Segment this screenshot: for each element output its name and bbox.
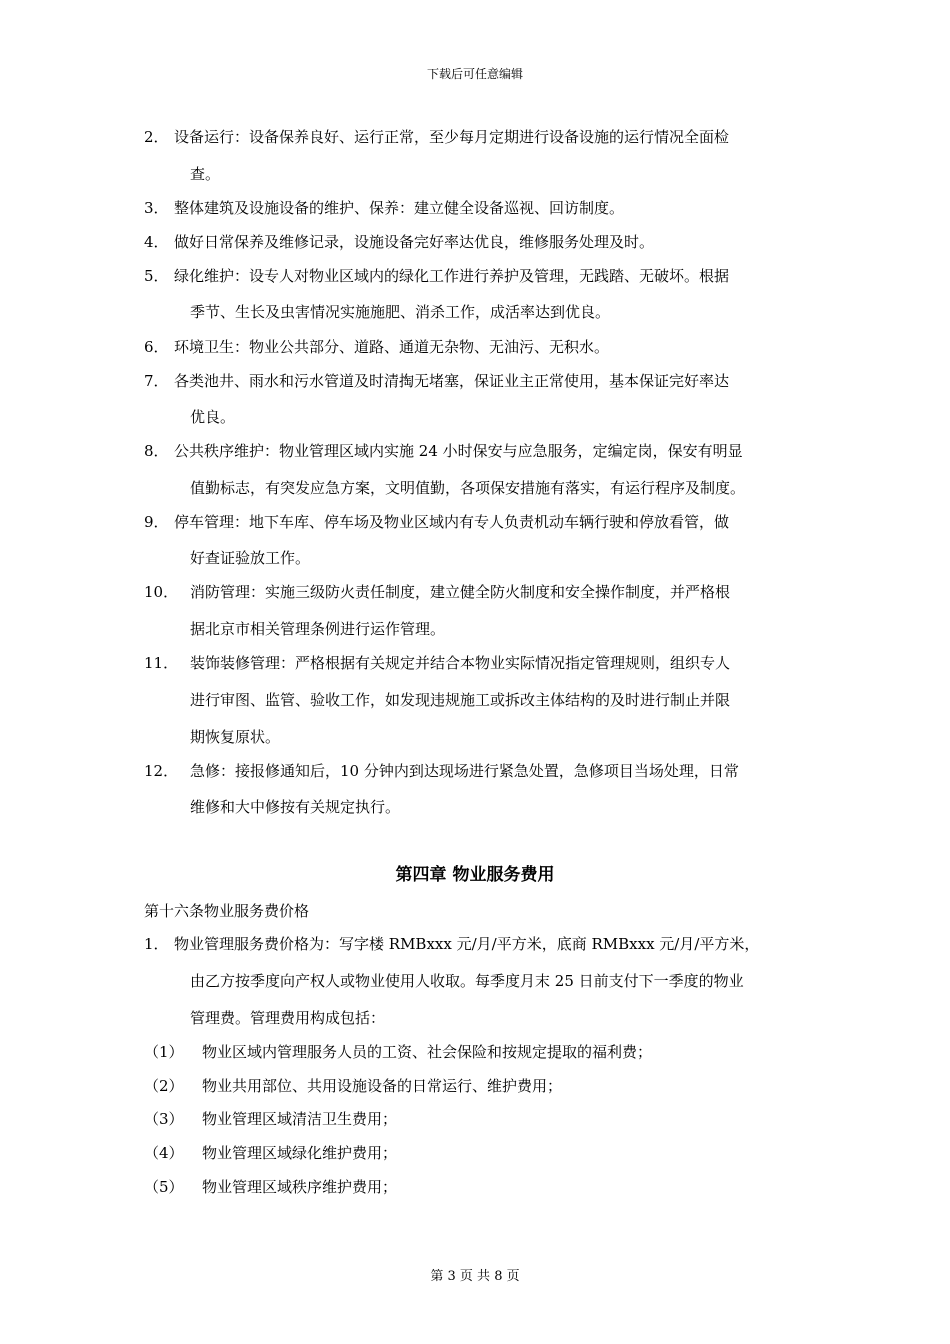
item-line: 管理费。管理费用构成包括： — [190, 1009, 386, 1027]
sub-item-text: 物业区域内管理服务人员的工资、社会保险和按规定提取的福利费； — [202, 1043, 653, 1061]
item-line: 据北京市相关管理条例进行运作管理。 — [190, 620, 446, 638]
sub-item-number: （1） — [144, 1043, 184, 1061]
item-line: 各类池井、雨水和污水管道及时清掏无堵塞，保证业主正常使用，基本保证完好率达 — [174, 372, 730, 390]
item-line: 设备运行：设备保养良好、运行正常，至少每月定期进行设备设施的运行情况全面检 — [174, 128, 730, 146]
sub-item-number: （2） — [144, 1077, 184, 1095]
item-line: 停车管理：地下车库、停车场及物业区域内有专人负责机动车辆行驶和停放看管，做 — [174, 513, 730, 531]
sub-item-number: （5） — [144, 1178, 184, 1196]
sub-item-number: （4） — [144, 1144, 184, 1162]
item-line: 优良。 — [190, 408, 236, 426]
page-footer: 第 3 页 共 8 页 — [430, 1269, 520, 1284]
item-line: 消防管理：实施三级防火责任制度，建立健全防火制度和安全操作制度，并严格根 — [190, 583, 731, 601]
item-line: 物业管理服务费价格为：写字楼 RMBxxx 元/月/平方米，底商 RMBxxx 元/月/平方米， — [174, 935, 760, 953]
sub-item-number: （3） — [144, 1110, 184, 1128]
item-number: 6． — [144, 338, 169, 356]
item-number: 10． — [144, 583, 179, 601]
page-header: 下载后可任意编辑 — [426, 67, 523, 81]
item-number: 11． — [144, 654, 179, 672]
item-number: 2． — [144, 128, 169, 146]
item-line: 绿化维护：设专人对物业区域内的绿化工作进行养护及管理，无践踏、无破坏。根据 — [174, 267, 730, 285]
item-line: 值勤标志，有突发应急方案，文明值勤，各项保安措施有落实，有运行程序及制度。 — [190, 479, 746, 497]
item-line: 急修：接报修通知后，10 分钟内到达现场进行紧急处置，急修项目当场处理，日常 — [190, 762, 739, 780]
sub-item-text: 物业管理区域秩序维护费用； — [202, 1178, 398, 1196]
article-title: 第十六条物业服务费价格 — [144, 902, 310, 920]
item-line: 整体建筑及设施设备的维护、保养：建立健全设备巡视、回访制度。 — [174, 199, 625, 217]
item-line: 季节、生长及虫害情况实施施肥、消杀工作，成活率达到优良。 — [190, 303, 611, 321]
item-line: 由乙方按季度向产权人或物业使用人收取。每季度月末 25 日前支付下一季度的物业 — [190, 972, 744, 990]
item-number: 4． — [144, 233, 169, 251]
item-line: 公共秩序维护：物业管理区域内实施 24 小时保安与应急服务，定编定岗，保安有明显 — [174, 442, 743, 460]
sub-item-text: 物业管理区域绿化维护费用； — [202, 1144, 398, 1162]
item-number: 5． — [144, 267, 169, 285]
item-line: 进行审图、监管、验收工作，如发现违规施工或拆改主体结构的及时进行制止并限 — [190, 691, 731, 709]
item-line: 维修和大中修按有关规定执行。 — [190, 798, 401, 816]
item-line: 查。 — [190, 165, 221, 183]
item-number: 9． — [144, 513, 169, 531]
item-number: 3． — [144, 199, 169, 217]
chapter-title: 第四章 物业服务费用 — [395, 865, 555, 885]
item-number: 1． — [144, 935, 169, 953]
item-line: 装饰装修管理：严格根据有关规定并结合本物业实际情况指定管理规则，组织专人 — [190, 654, 731, 672]
item-number: 7． — [144, 372, 169, 390]
item-number: 12． — [144, 762, 179, 780]
item-line: 好查证验放工作。 — [190, 549, 311, 567]
item-number: 8． — [144, 442, 169, 460]
sub-item-text: 物业共用部位、共用设施设备的日常运行、维护费用； — [202, 1077, 563, 1095]
item-line: 环境卫生：物业公共部分、道路、通道无杂物、无油污、无积水。 — [174, 338, 610, 356]
item-line: 期恢复原状。 — [190, 728, 281, 746]
item-line: 做好日常保养及维修记录，设施设备完好率达优良，维修服务处理及时。 — [174, 233, 655, 251]
sub-item-text: 物业管理区域清洁卫生费用； — [202, 1110, 398, 1128]
